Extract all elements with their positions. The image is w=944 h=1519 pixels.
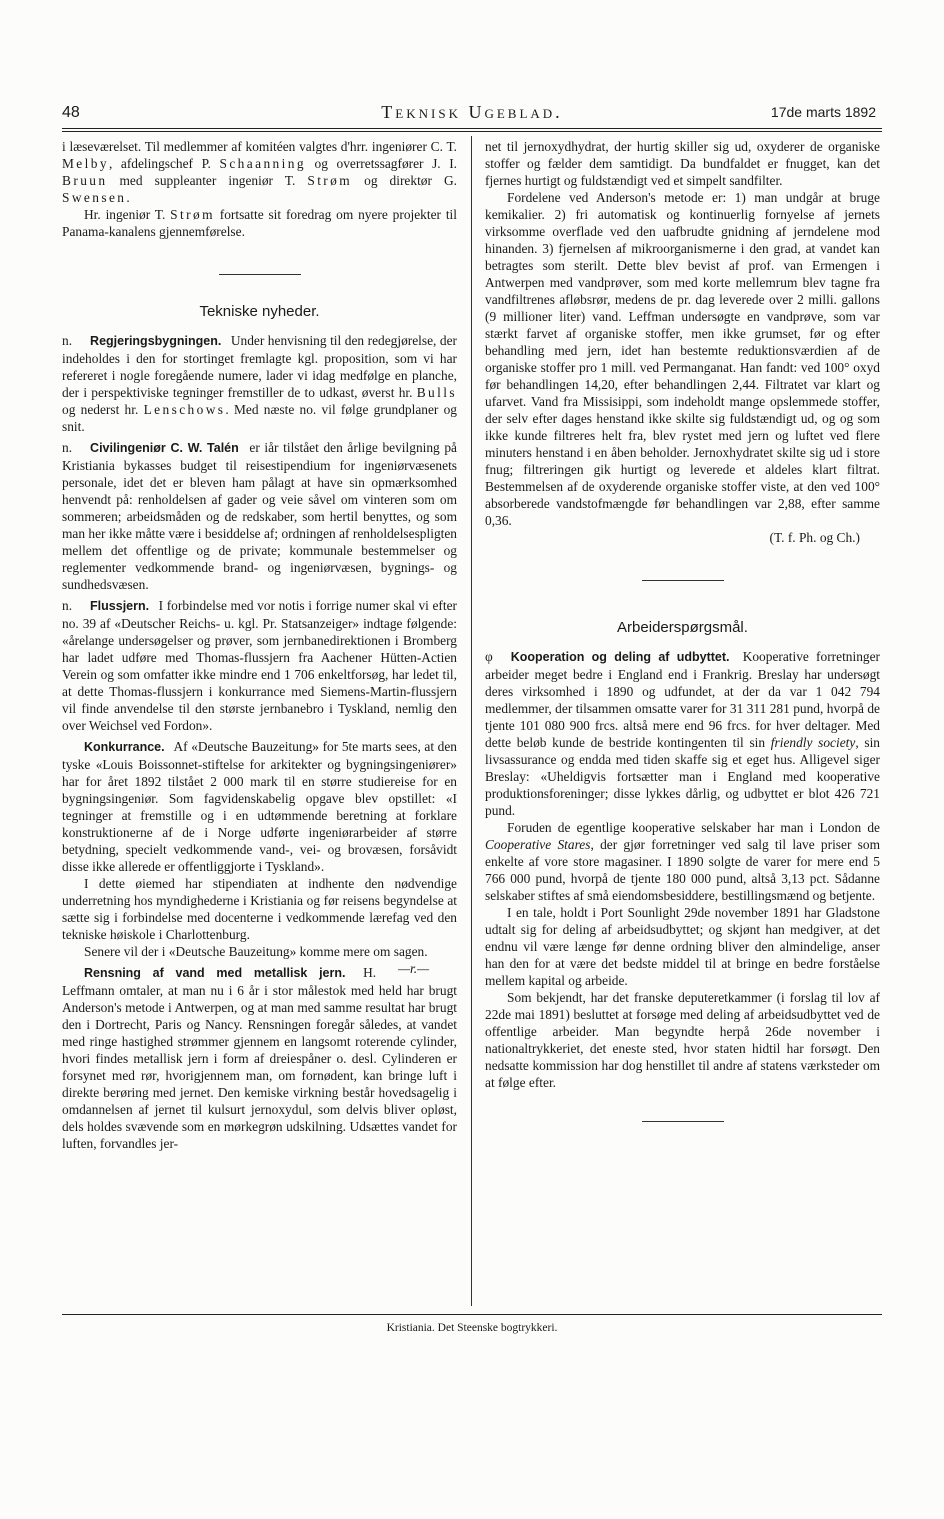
konkurrance-paragraph-3: Senere vil der i «Deutsche Bauzeitung» komme mere om sagen. —r.—: [84, 944, 429, 976]
intro-paragraph-1: i læseværelset. Til medlemmer af komitéen valgtes d'hrr. ingeniører C. T. Melby, afdelingschef P. Schaanning og overretssagfører J. I. Bruun med suppleanter ingeniør T. Strøm og direktør G. Swensen.: [62, 139, 458, 205]
intro-paragraph-2: Hr. ingeniør T. Strøm fortsatte sit foredrag om nyere projekter til Panama-kanalens gjennemførelse.: [62, 207, 457, 239]
footer-rule: [62, 1314, 882, 1315]
source-citation: (T. f. Ph. og Ch.): [769, 530, 860, 545]
columns: [62, 132, 882, 1307]
page-number: 48: [62, 104, 80, 121]
section-separator: [219, 274, 301, 275]
kooperation-paragraph-4: Som bekjendt, har det franske deputeretkammer (i forslag til lov af 22de mai 1891) besluttet at forsøge med deling af arbeidsudbyttet ved de offentlige arbeider. Man begyndte herpå 26de november i nationaltrykkeriet, det eneste sted, hvor staten hidtil har forsøgt. Den nedsatte kommission har dog henstillet til andre af statens værksteder om at følge efter.: [485, 990, 880, 1090]
header-rule: [62, 128, 882, 129]
section-title-tekniske: Tekniske nyheder.: [199, 303, 320, 320]
kooperation-paragraph-2: Foruden de egentlige kooperative selskaber har man i London de Cooperative Stares, der gjør forretninger ved salg til lave priser som enkelte af vore store magasiner. I 1890 solgte de varer for mere end 5 766 000 pund, hvorpå de tjente 180 000 pund, altså 3,13 pct. Sådanne selskaber stiftes af små eiendomsbesiddere, bestillingsmænd og betjente.: [485, 820, 880, 903]
konkurrance-paragraph-2: I dette øiemed har stipendiaten at indhente den nødvendige underretning hos myndighederne i Kristiania og før reisens begyndelse at sætte sig i forbindelse med docenterne i vedkommende lærefag ved den tekniske høiskole i Charlottenburg.: [62, 876, 457, 942]
end-separator: [642, 1121, 724, 1122]
news-item-regjeringsbygningen: n. Regjeringsbygningen. Under henvisning til den redegjørelse, der indeholdes i den for stortinget fremlagte kgl. proposition, som vi har refereret i nogle foregående numere, lader vi idag medfølge en planche, der i perspektiviske tegninger fremstiller de to udkast, øverst hr. Bulls og nederst hr. Lenschows. Med næste no. vil følge grundplaner og snit.: [62, 333, 457, 434]
fordelene-paragraph: Fordelene ved Anderson's metode er: 1) man undgår at bruge kemikalier. 2) fri automatisk og kontinuerlig fornyelse af jernets virksomme overflade ved den uafbrudte gnidning af jerndelene mod hinanden. 3) fjernelsen af mikroorganismerne i den grad, at vandet kan betragtes som sterilt. Dette blev bevist af prof. van Ermengen i Antwerpen med vandprøver, som med korte mellemrum blev tagne fra vandfiltrenes afløbsrør, medens de pr. dag leverede over 2 milli. gallons (9 millioner liter) vand. Leffman undersøgte en vandprøve, som var stærkt farvet af organiske stoffer, men ikke grumset, før og efter behandling med jern, idet han bestemte reduktionsværdien af de organiske stoffer pro 1 mill. ved Permanganat. Han fandt: ved 100° oxyd før behandlingen 14,20, efter behandlingen 2,44. Filtratet var klart og ufarvet. Vand fra Missisippi, som indeholdt mange opslemmede stoffer, der selv efter dages henstand ikke skilte sig fuldstændigt ud, og og som ikke kunde filtreres helt fra, blev rystet med jern og luftet ved flere minuters henstand i en åben beholder. Jernoxhydratet skilte sig ud i store fnug; filtreringen gik hurtigt og leverede et aldeles klart filtrat. Bestemmelsen af de oxyderende organiske stoffer viste, at den ved 100° absorberede vandstofmængde før behandlingen var 2,88, efter samme 0,36.: [485, 190, 880, 528]
newspaper-page: [62, 96, 882, 1334]
news-item-rensning: Rensning af vand med metallisk jern. H. Leffmann omtaler, at man nu i 6 år i stor målestok med held har brugt Anderson's metode i Antwerpen, og at man med samme resultat har brugt den i Dortrecht, Paris og Nancy. Rensningen foregår således, at vandet med ringe hastighed strømmer gjennem en langsomt roterende cylinder, hvori findes metallisk jern i form af dreiespåner o. desl. Cylinderen er forsynet med rør, hvorigjennem man, om fornødent, kan bringe luft i direkte berøring med jernet. Den kemiske virkning består hovedsagelig i omdannelsen af jernet til kulsurt jernoxydul, som delvis bliver opløst, dels holdes svævende som en mørkegrøn udskilning. Udsættes vandet for luften, forvandles jer-: [62, 965, 457, 1151]
news-item-konkurrance: Konkurrance. Af «Deutsche Bauzeitung» for 5te marts sees, at den tyske «Louis Boissonnet-stiftelse for arkitekter og bygningsingeniører» har for året 1892 tilstået 2 000 mark til en større studiereise for en bygningsingeniør. Som fagvidenskabelig opgave blev opstillet: «I tegninger at fremstille og i en udtømmende beretning at forklare konstruktionerne af de i Norge udførte ingeniørarbeider af større betydning, specielt vedkommende vand-, vei- og brovæsen, forsåvidt disse ikke allerede er offentliggjorte i Tyskland».: [62, 739, 457, 874]
kooperation-paragraph-3: I en tale, holdt i Port Sounlight 29de november 1891 har Gladstone udtalt sig for deling af arbeidsudbyttet; og skjønt han medgiver, at det endnu vil være længe før denne ordning bliver den almindelige, anser han den for at være det bedste middel til at bringe en bedre forståelse mellem kapital og arbeide.: [485, 905, 880, 988]
news-item-talen: n. Civilingeniør C. W. Talén er iår tilstået den årlige bevilgning på Kristiania bykasses budget til reisestipendium for ingeniørvæsenets personale, idet det er bleven ham pålagt at have sin opmærksomhed henvendt på: renholdelsen af gader og veie såvel om vinteren som om sommeren; arbeidsmåden og de redskaber, som hertil benyttes, og som man her ikke måtte være i besiddelse af; ordningen af renholdelsespligten mellem det offentlige og de private; kommunale bestemmelser og reglementer vedkommende brand- og ingeniørvæsen, bygnings- og sundhedsvæsen.: [62, 440, 458, 592]
right-column: [485, 138, 880, 1122]
rensning-continuation: net til jernoxydhydrat, der hurtig skiller sig ud, oxyderer de organiske stoffer og fælder dem samtidigt. Da bundfaldet er fnugget, kan det fjernes hurtigt og fuldstændigt ved et simpelt sandfilter.: [485, 139, 880, 188]
section-title-arbeider: Arbeiderspørgsmål.: [617, 619, 748, 636]
printer-imprint: Kristiania. Det Steenske bogtrykkeri.: [386, 1322, 558, 1334]
left-column: [62, 138, 457, 1152]
page-header: [62, 96, 882, 126]
issue-date: 17de marts 1892: [770, 104, 876, 120]
section-separator-right: [642, 580, 724, 581]
column-divider: [471, 136, 472, 1306]
news-item-kooperation: φ Kooperation og deling af udbyttet. Kooperative forretninger arbeider meget bedre i England end i Frankrig. Breslay har undersøgt deres virksomhed i 1890 og udfundet, at der da var 1 042 794 medlemmer, der tilsammen omsatte varer for 31 311 281 pund, hvorpå de tjente 101 080 900 frcs. altså mere end 96 frcs. for hver deltager. Med dette beløb kunde de bestride kontingenten til sin friendly society, sin livsassurance og endda med tiden skaffe sig et eget hus. Alligevel siger Breslay: «Uheldigvis fortsætter man i England med kooperative produktionsforeninger; disse lykkes dårlig, og udbyttet er blot 426 721 pund.: [485, 649, 880, 818]
publication-title: Teknisk Ugeblad.: [381, 102, 563, 122]
source-line: [485, 529, 880, 546]
signature: —r.—: [398, 961, 429, 976]
news-item-flussjern: n. Flussjern. I forbindelse med vor notis i forrige numer skal vi efter no. 39 af «Deutscher Reichs- u. kgl. Pr. Statsanzeiger» indtage følgende: «årelange undersøgelser og prøver, som jernbanedirektionen i Bromberg har ladet udføre med Thomas-flussjern fra Aachener Hütten-Actien Verein og som omfatter ikke mindre end 1 706 enkeltforsøg, har ledet til, at dette Thomas-flussjern i konkurrance med Siemens-Martin-flussjern vil finde anvendelse til den største jernbanebro i Tyskland, nemlig den over Weichsel ved Fordon».: [62, 598, 457, 733]
